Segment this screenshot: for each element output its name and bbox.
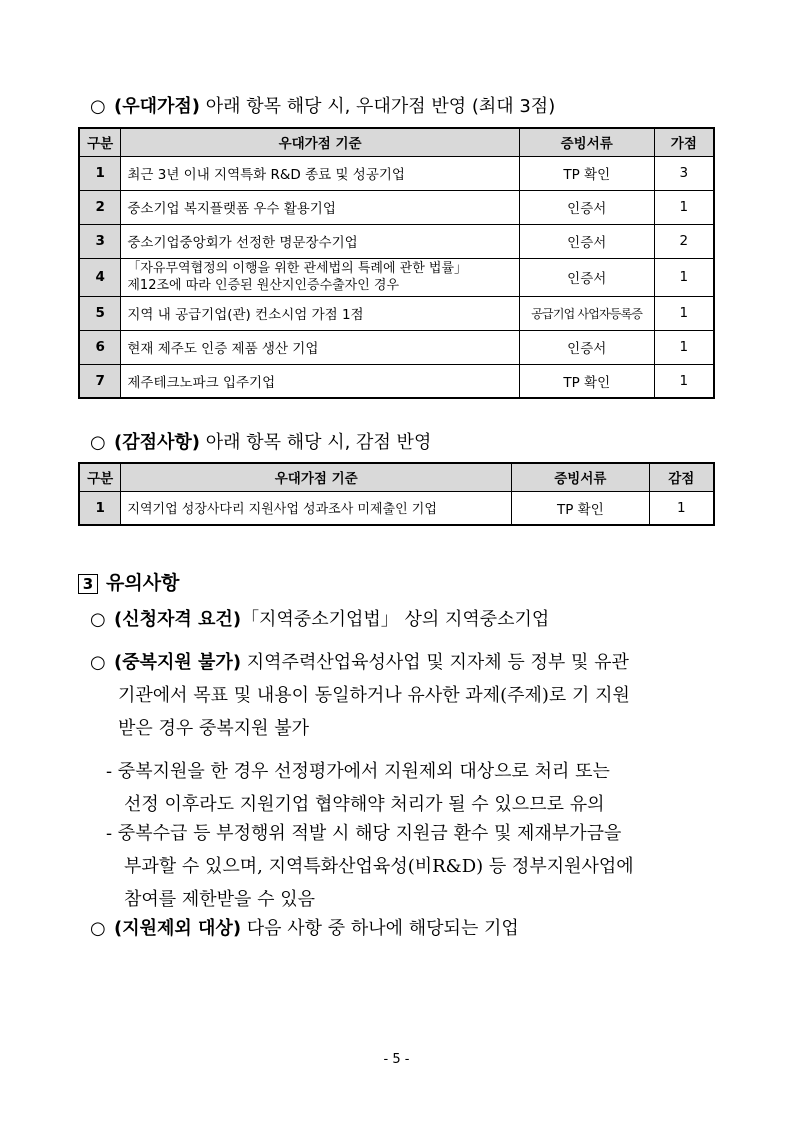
row-points: 1 bbox=[654, 330, 714, 364]
bonus-desc: 아래 항목 해당 시, 우대가점 반영 (최대 3점) bbox=[200, 96, 556, 117]
bullet-icon: ○ bbox=[90, 652, 106, 673]
table-row bbox=[79, 296, 714, 330]
col-header-criterion: 우대가점 기준 bbox=[121, 463, 512, 491]
row-doc: TP 확인 bbox=[512, 491, 650, 525]
row-doc: 인증서 bbox=[519, 224, 654, 258]
bullet-icon: ○ bbox=[90, 609, 106, 630]
col-header-points: 감점 bbox=[649, 463, 714, 491]
table-row bbox=[79, 156, 714, 190]
row-points: 1 bbox=[654, 190, 714, 224]
row-no: 1 bbox=[79, 491, 121, 525]
table-row bbox=[79, 258, 714, 296]
col-header-doc: 증빙서류 bbox=[512, 463, 650, 491]
note-item-eligibility bbox=[90, 603, 549, 636]
row-points: 2 bbox=[654, 224, 714, 258]
item3-title: (지원제외 대상) bbox=[114, 918, 242, 939]
row-doc: 인증서 bbox=[519, 330, 654, 364]
dash2-line3: 참여를 제한받을 수 있음 bbox=[124, 889, 316, 910]
row-no: 2 bbox=[79, 190, 121, 224]
notes-title: 유의사항 bbox=[106, 572, 180, 594]
table-header-row bbox=[79, 128, 714, 156]
row-criterion: 최근 3년 이내 지역특화 R&D 종료 및 성공기업 bbox=[121, 156, 519, 190]
row-criterion: 현재 제주도 인증 제품 생산 기업 bbox=[121, 330, 519, 364]
col-header-points: 가점 bbox=[654, 128, 714, 156]
table-row bbox=[79, 491, 714, 525]
dash2-line2: 부과할 수 있으며, 지역특화산업육성(비R&D) 등 정부지원사업에 bbox=[124, 856, 634, 877]
row-criterion bbox=[121, 258, 519, 296]
item1-title: (신청자격 요건) bbox=[114, 609, 242, 630]
row-doc: 인증서 bbox=[519, 258, 654, 296]
row-doc: TP 확인 bbox=[519, 156, 654, 190]
bonus-table bbox=[78, 127, 715, 399]
table-row bbox=[79, 364, 714, 398]
col-header-criterion: 우대가점 기준 bbox=[121, 128, 519, 156]
bullet-icon: ○ bbox=[90, 96, 106, 117]
bullet-icon: ○ bbox=[90, 918, 106, 939]
table-row bbox=[79, 224, 714, 258]
row-no: 4 bbox=[79, 258, 121, 296]
bonus-heading bbox=[90, 92, 555, 118]
table-row bbox=[79, 190, 714, 224]
item2-line1: 지역주력산업육성사업 및 지자체 등 정부 및 유관 bbox=[241, 652, 629, 673]
row-points: 3 bbox=[654, 156, 714, 190]
col-header-doc: 증빙서류 bbox=[519, 128, 654, 156]
col-header-no: 구분 bbox=[79, 128, 121, 156]
row-no: 7 bbox=[79, 364, 121, 398]
row-points: 1 bbox=[654, 364, 714, 398]
item2-line3: 받은 경우 중복지원 불가 bbox=[118, 718, 310, 739]
row-criterion: 제주테크노파크 입주기업 bbox=[121, 364, 519, 398]
row-doc: 인증서 bbox=[519, 190, 654, 224]
penalty-desc: 아래 항목 해당 시, 감점 반영 bbox=[200, 432, 432, 453]
bullet-icon: ○ bbox=[90, 432, 106, 453]
row-no: 5 bbox=[79, 296, 121, 330]
penalty-table bbox=[78, 462, 715, 526]
row-no: 1 bbox=[79, 156, 121, 190]
dash1-line1: - 중복지원을 한 경우 선정평가에서 지원제외 대상으로 처리 또는 bbox=[106, 761, 610, 782]
bonus-title: (우대가점) bbox=[114, 96, 201, 117]
page-number: - 5 - bbox=[383, 1052, 410, 1067]
dash-item-2 bbox=[106, 817, 634, 916]
item2-title: (중복지원 불가) bbox=[114, 652, 242, 673]
row-criterion: 지역 내 공급기업(관) 컨소시엄 가점 1점 bbox=[121, 296, 519, 330]
row-criterion: 지역기업 성장사다리 지원사업 성과조사 미제출인 기업 bbox=[121, 491, 512, 525]
notes-heading bbox=[78, 568, 179, 595]
row-criterion-line2: 제12조에 따라 인증된 원산지인증수출자인 경우 bbox=[127, 278, 400, 293]
row-criterion-line1: 「자유무역협정의 이행을 위한 관세법의 특례에 관한 법률」 bbox=[127, 261, 468, 276]
row-no: 3 bbox=[79, 224, 121, 258]
row-points: 1 bbox=[654, 258, 714, 296]
row-doc: 공급기업 사업자등록증 bbox=[519, 296, 654, 330]
row-criterion: 중소기업중앙회가 선정한 명문장수기업 bbox=[121, 224, 519, 258]
row-no: 6 bbox=[79, 330, 121, 364]
item2-line2: 기관에서 목표 및 내용이 동일하거나 유사한 과제(주제)로 기 지원 bbox=[118, 685, 630, 706]
dash-item-1 bbox=[106, 755, 610, 821]
table-header-row bbox=[79, 463, 714, 491]
col-header-no: 구분 bbox=[79, 463, 121, 491]
row-doc: TP 확인 bbox=[519, 364, 654, 398]
penalty-heading bbox=[90, 428, 431, 454]
item3-text: 다음 사항 중 하나에 해당되는 기업 bbox=[241, 918, 519, 939]
dash1-line2: 선정 이후라도 지원기업 협약해약 처리가 될 수 있으므로 유의 bbox=[124, 794, 605, 815]
row-points: 1 bbox=[654, 296, 714, 330]
note-item-exclusion bbox=[90, 912, 519, 945]
penalty-title: (감점사항) bbox=[114, 432, 201, 453]
note-item-duplicate bbox=[90, 646, 630, 745]
table-row bbox=[79, 330, 714, 364]
row-criterion: 중소기업 복지플랫폼 우수 활용기업 bbox=[121, 190, 519, 224]
row-points: 1 bbox=[649, 491, 714, 525]
section-number-box: 3 bbox=[78, 574, 98, 594]
item1-text: 「지역중소기업법」 상의 지역중소기업 bbox=[241, 609, 550, 630]
dash2-line1: - 중복수급 등 부정행위 적발 시 해당 지원금 환수 및 제재부가금을 bbox=[106, 823, 622, 844]
